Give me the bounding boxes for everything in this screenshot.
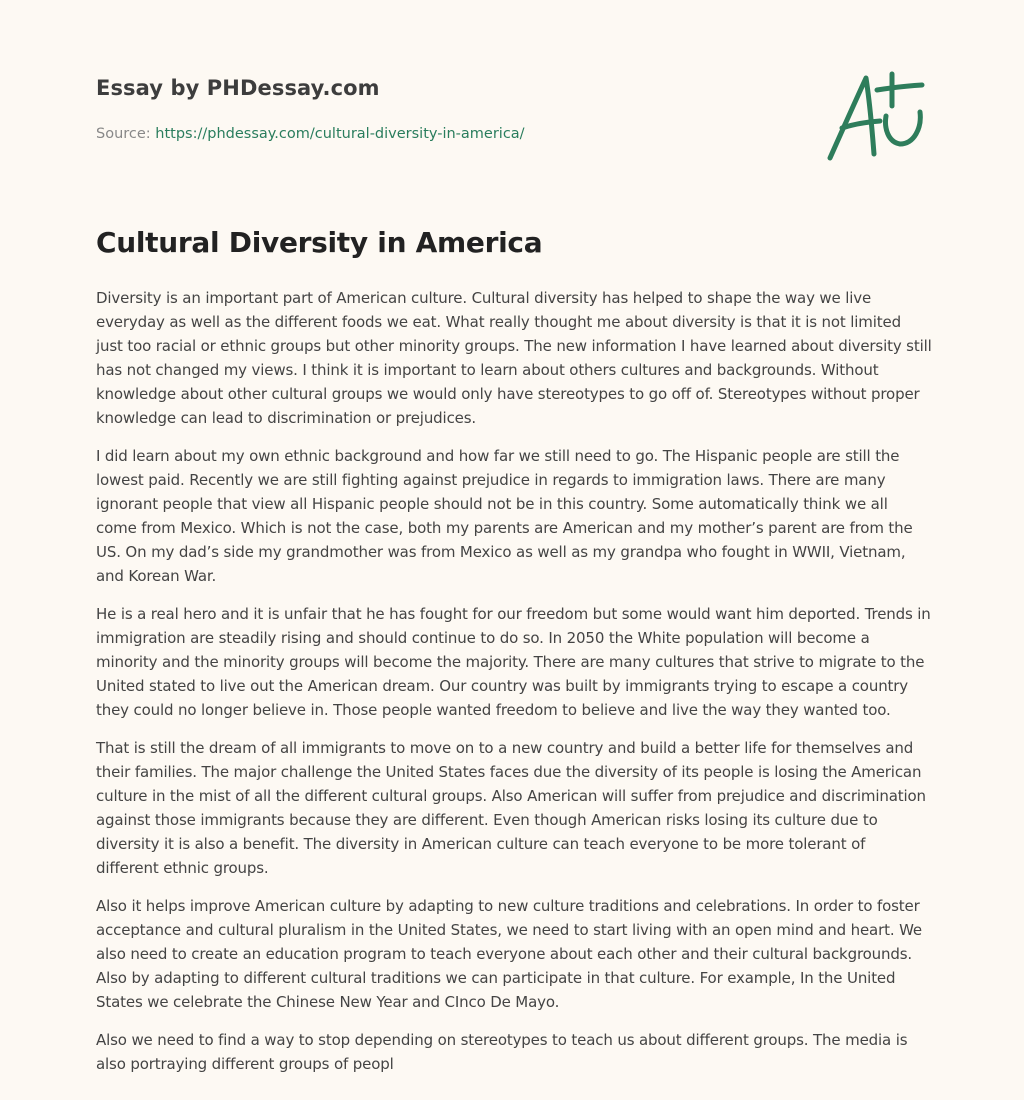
essay-paragraph: That is still the dream of all immigrants to move on to a new country and build a better life for themselves and their families. The major challenge the United States faces due the diversity of its people is losing the American culture in the mist of all the different cultural groups. Also American will suffer from prejudice and discrimination against those immigrants because they are different. Even though American risks losing its culture due to diversity it is also a benefit. The diversity in American culture can teach everyone to be more tolerant of different ethnic groups. [96, 739, 926, 877]
site-title: Essay by PHDessay.com [96, 76, 380, 100]
source-label: Source: [96, 126, 151, 142]
essay-paragraph: Also it helps improve American culture by adapting to new culture traditions and celebrations. In order to foster acceptance and cultural pluralism in the United States, we need to start living with an open mind and heart. We also need to create an education program to teach everyone about each other and their cultural backgrounds. Also by adapting to different cultural traditions we can participate in that culture. For example, In the United States we celebrate the Chinese New Year and CInco De Mayo. [96, 897, 922, 1011]
essay-body [96, 286, 932, 1090]
source-line [96, 126, 796, 142]
a-plus-logo-icon [822, 66, 932, 166]
essay-paragraph: Diversity is an important part of American culture. Cultural diversity has helped to shape the way we live everyday as well as the different foods we eat. What really thought me about diversity is that it is not limited just too racial or ethnic groups but other minority groups. The new information I have learned about diversity still has not changed my views. I think it is important to learn about others cultures and backgrounds. Without knowledge about other cultural groups we would only have stereotypes to go off of. Stereotypes without proper knowledge can lead to discrimination or prejudices. [96, 289, 932, 427]
essay-paragraph: I did learn about my own ethnic background and how far we still need to go. The Hispanic people are still the lowest paid. Recently we are still fighting against prejudice in regards to immigration laws. There are many ignorant people that view all Hispanic people should not be in this country. Some automatically think we all come from Mexico. Which is not the case, both my parents are American and my mother’s parent are from the US. On my dad’s side my grandmother was from Mexico as well as my grandpa who fought in WWII, Vietnam, and Korean War. [96, 447, 913, 585]
source-link[interactable]: https://phdessay.com/cultural-diversity-in-america/ [155, 126, 525, 142]
essay-paragraph: Also we need to find a way to stop depending on stereotypes to teach us about different groups. The media is also portraying different groups of peopl [96, 1031, 908, 1073]
essay-title: Cultural Diversity in America [96, 226, 543, 259]
essay-header [96, 76, 796, 142]
essay-paragraph: He is a real hero and it is unfair that he has fought for our freedom but some would want him deported. Trends in immigration are steadily rising and should continue to do so. In 2050 the White population will become a minority and the minority groups will become the majority. There are many cultures that strive to migrate to the United stated to live out the American dream. Our country was built by immigrants trying to escape a country they could no longer believe in. Those people wanted freedom to believe and live the way they wanted too. [96, 605, 931, 719]
